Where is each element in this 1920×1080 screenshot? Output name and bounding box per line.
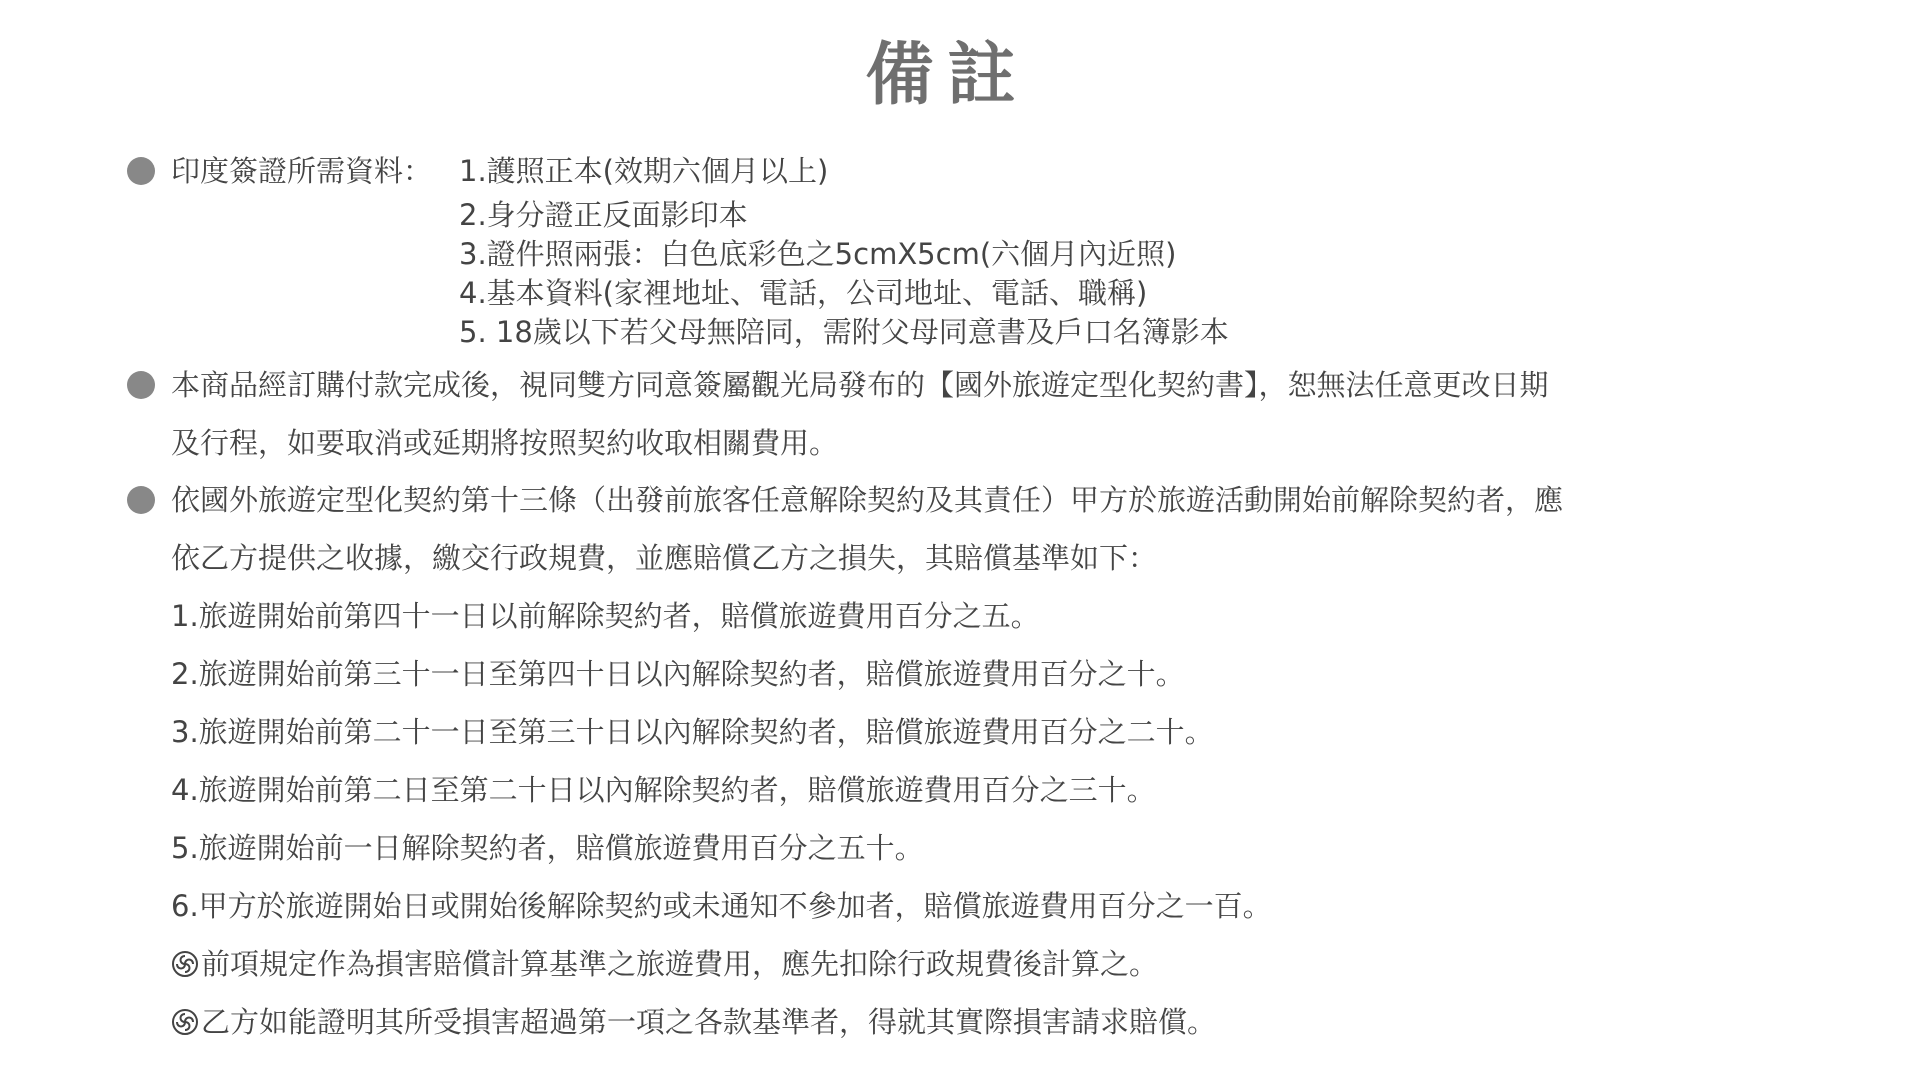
contract-note-line: 本商品經訂購付款完成後，視同雙方同意簽屬觀光局發布的【國外旅遊定型化契約書】，恕無法任意更改日期 — [171, 368, 1549, 402]
swirl-mark-icon — [171, 950, 199, 978]
cancellation-note-text: 乙方如能證明其所受損害超過第一項之各款基準者，得就其實際損害請求賠償。 — [201, 1005, 1217, 1039]
bullet-visa — [127, 157, 155, 185]
visa-label: 印度簽證所需資料： — [171, 154, 433, 188]
cancellation-rule: 1.旅遊開始前第四十一日以前解除契約者，賠償旅遊費用百分之五。 — [171, 599, 1040, 633]
page-title: 備註 — [865, 35, 1030, 115]
cancellation-intro-line: 依國外旅遊定型化契約第十三條（出發前旅客任意解除契約及其責任）甲方於旅遊活動開始前解除契約者，應 — [171, 483, 1564, 517]
swirl-mark-icon — [171, 1008, 199, 1036]
cancellation-rule: 3.旅遊開始前第二十一日至第三十日以內解除契約者，賠償旅遊費用百分之二十。 — [171, 715, 1214, 749]
cancellation-note — [171, 1002, 1216, 1042]
visa-item: 5. 18歲以下若父母無陪同，需附父母同意書及戶口名簿影本 — [459, 315, 1229, 349]
visa-item: 4.基本資料(家裡地址、電話，公司地址、電話、職稱) — [459, 276, 1148, 310]
cancellation-rule: 6.甲方於旅遊開始日或開始後解除契約或未通知不參加者，賠償旅遊費用百分之一百。 — [171, 889, 1272, 923]
bullet-cancellation — [127, 486, 155, 514]
visa-item: 2.身分證正反面影印本 — [459, 198, 748, 232]
visa-item: 1.護照正本(效期六個月以上) — [459, 154, 829, 188]
contract-note-line: 及行程，如要取消或延期將按照契約收取相關費用。 — [171, 426, 839, 460]
cancellation-rule: 4.旅遊開始前第二日至第二十日以內解除契約者，賠償旅遊費用百分之三十。 — [171, 773, 1156, 807]
cancellation-note — [171, 944, 1158, 984]
visa-item: 3.證件照兩張：白色底彩色之5cmX5cm(六個月內近照) — [459, 237, 1177, 271]
bullet-contract — [127, 371, 155, 399]
cancellation-note-text: 前項規定作為損害賠償計算基準之旅遊費用，應先扣除行政規費後計算之。 — [201, 947, 1159, 981]
cancellation-rule: 5.旅遊開始前一日解除契約者，賠償旅遊費用百分之五十。 — [171, 831, 924, 865]
cancellation-intro-line: 依乙方提供之收據，繳交行政規費，並應賠償乙方之損失，其賠償基準如下： — [171, 541, 1158, 575]
cancellation-rule: 2.旅遊開始前第三十一日至第四十日以內解除契約者，賠償旅遊費用百分之十。 — [171, 657, 1185, 691]
